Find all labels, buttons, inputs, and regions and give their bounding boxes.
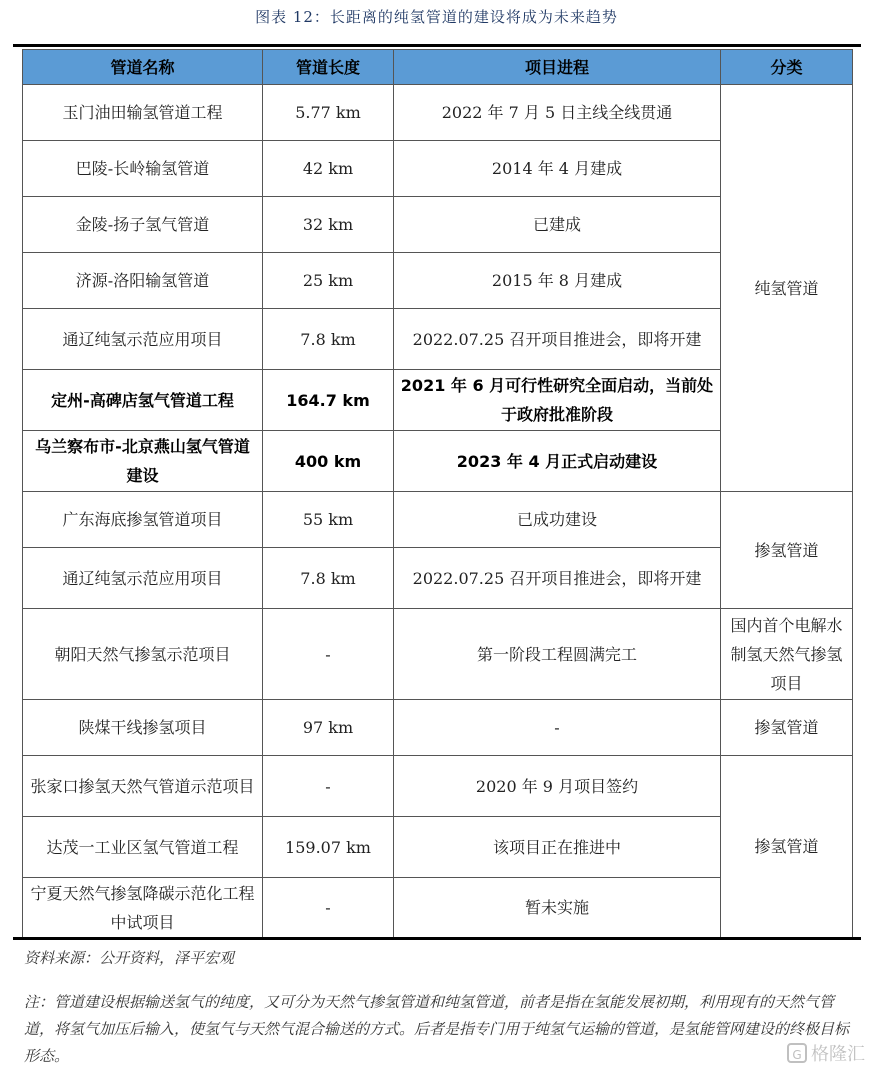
category-cell: 国内首个电解水制氢天然气掺氢项目 — [721, 609, 853, 700]
footnote: 注：管道建设根据输送氢气的纯度，又可分为天然气掺氢管道和纯氢管道，前者是指在氢能发展初期，利用现有的天然气管道，将氢气加压后输入，使氢气与天然气混合输送的方式。后者是指专门用于纯氢气运输的管道，是氢能管网建设的终极目标形态。 — [24, 993, 850, 1065]
pipeline-length: 97 km — [263, 700, 394, 756]
pipeline-length: 159.07 km — [263, 817, 394, 878]
pipeline-length: - — [263, 756, 394, 817]
pipeline-progress: 2021 年 6 月可行性研究全面启动，当前处于政府批准阶段 — [394, 370, 721, 431]
watermark — [787, 1040, 865, 1066]
pipeline-progress: 已成功建设 — [394, 492, 721, 548]
category-cell: 掺氢管道 — [721, 700, 853, 756]
pipeline-progress: - — [394, 700, 721, 756]
pipeline-name: 张家口掺氢天然气管道示范项目 — [23, 756, 263, 817]
pipeline-name: 通辽纯氢示范应用项目 — [23, 309, 263, 370]
table-row — [23, 756, 853, 817]
pipeline-length: 32 km — [263, 197, 394, 253]
header-length: 管道长度 — [263, 50, 394, 85]
pipeline-progress: 2022 年 7 月 5 日主线全线贯通 — [394, 85, 721, 141]
table-row — [23, 700, 853, 756]
pipeline-table — [22, 49, 853, 938]
pipeline-length: 5.77 km — [263, 85, 394, 141]
pipeline-progress: 已建成 — [394, 197, 721, 253]
pipeline-name: 金陵-扬子氢气管道 — [23, 197, 263, 253]
pipeline-name: 济源-洛阳输氢管道 — [23, 253, 263, 309]
pipeline-length: - — [263, 609, 394, 700]
pipeline-name: 巴陵-长岭输氢管道 — [23, 141, 263, 197]
table-row — [23, 85, 853, 141]
watermark-logo-icon: G — [787, 1043, 807, 1063]
pipeline-progress: 第一阶段工程圆满完工 — [394, 609, 721, 700]
pipeline-progress: 2023 年 4 月正式启动建设 — [394, 431, 721, 492]
pipeline-name: 定州-高碑店氢气管道工程 — [23, 370, 263, 431]
pipeline-length: 400 km — [263, 431, 394, 492]
pipeline-progress: 该项目正在推进中 — [394, 817, 721, 878]
pipeline-length: - — [263, 878, 394, 938]
pipeline-name: 达茂一工业区氢气管道工程 — [23, 817, 263, 878]
pipeline-name: 通辽纯氢示范应用项目 — [23, 548, 263, 609]
pipeline-length: 7.8 km — [263, 309, 394, 370]
pipeline-progress: 暂未实施 — [394, 878, 721, 938]
bottom-rule — [13, 937, 861, 940]
pipeline-name: 宁夏天然气掺氢降碳示范化工程中试项目 — [23, 878, 263, 938]
category-cell: 纯氢管道 — [721, 85, 853, 492]
pipeline-progress: 2015 年 8 月建成 — [394, 253, 721, 309]
pipeline-progress: 2022.07.25 召开项目推进会，即将开建 — [394, 548, 721, 609]
pipeline-progress: 2022.07.25 召开项目推进会，即将开建 — [394, 309, 721, 370]
pipeline-name: 玉门油田输氢管道工程 — [23, 85, 263, 141]
category-cell: 掺氢管道 — [721, 492, 853, 609]
table-row — [23, 492, 853, 548]
header-progress: 项目进程 — [394, 50, 721, 85]
figure-title: 图表 12：长距离的纯氢管道的建设将成为未来趋势 — [255, 8, 618, 26]
watermark-text: 格隆汇 — [811, 1044, 865, 1065]
pipeline-name: 陕煤干线掺氢项目 — [23, 700, 263, 756]
pipeline-name: 朝阳天然气掺氢示范项目 — [23, 609, 263, 700]
top-rule — [13, 44, 861, 47]
header-category: 分类 — [721, 50, 853, 85]
source-note: 资料来源：公开资料，泽平宏观 — [24, 949, 235, 967]
pipeline-name: 广东海底掺氢管道项目 — [23, 492, 263, 548]
header-name: 管道名称 — [23, 50, 263, 85]
table-header-row — [23, 50, 853, 85]
pipeline-progress: 2014 年 4 月建成 — [394, 141, 721, 197]
pipeline-progress: 2020 年 9 月项目签约 — [394, 756, 721, 817]
category-cell: 掺氢管道 — [721, 756, 853, 938]
pipeline-length: 42 km — [263, 141, 394, 197]
pipeline-length: 25 km — [263, 253, 394, 309]
pipeline-length: 7.8 km — [263, 548, 394, 609]
pipeline-length: 164.7 km — [263, 370, 394, 431]
table-row — [23, 609, 853, 700]
pipeline-length: 55 km — [263, 492, 394, 548]
pipeline-name: 乌兰察布市-北京燕山氢气管道建设 — [23, 431, 263, 492]
